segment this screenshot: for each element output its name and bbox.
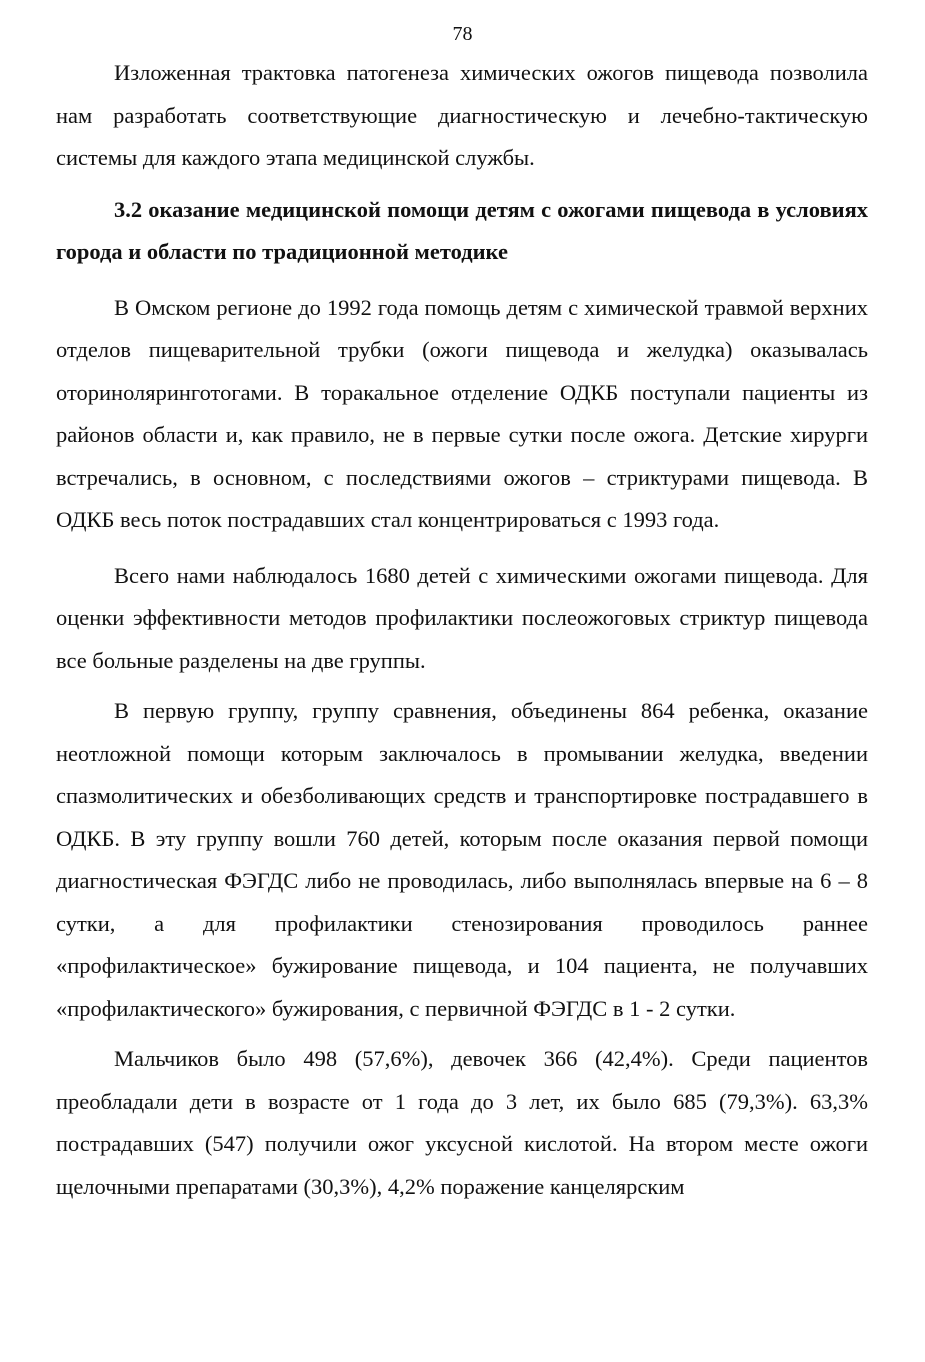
paragraph-omsk-region: В Омском регионе до 1992 года помощь детям с химической травмой верхних отделов пищеварительной трубки (ожоги пищевода и желудка) оказывалась оториноляринготогами. В торакальное отделение ОДКБ поступали пациенты из районов области и, как правило, не в первые сутки после ожога. Детские хирурги встречались, в основном, с последствиями ожогов – стриктурами пищевода. В ОДКБ весь поток пострадавших стал концентрироваться с 1993 года. (56, 294, 868, 532)
paragraph-intro: Изложенная трактовка патогенеза химических ожогов пищевода позволила нам разработать соответствующие диагностическую и лечебно-тактическую системы для каждого этапа медицинской службы. (56, 60, 868, 170)
paragraph-demographics: Мальчиков было 498 (57,6%), девочек 366 (42,4%). Среди пациентов преобладали дети в возрасте от 1 года до 3 лет, их было 685 (79,3%). 63,3% пострадавших (547) получили ожог уксусной кислотой. На втором месте ожоги щелочными препаратами (30,3%), 4,2% поражение канцелярским (56, 1046, 868, 1199)
section-heading: 3.2 оказание медицинской помощи детям с ожогами пищевода в условиях города и области по традиционной методике (56, 196, 868, 264)
paragraph-first-group: В первую группу, группу сравнения, объединены 864 ребенка, оказание неотложной помощи которым заключалось в промывании желудка, введении спазмолитических и обезболивающих средств и транспортировке пострадавшего в ОДКБ. В эту группу вошли 760 детей, которым после оказания первой помощи диагностическая ФЭГДС либо не проводилась, либо выполнялась впервые на 6 – 8 сутки, а для профилактики стенозирования проводилось раннее «профилактическое» бужирование пищевода, и 104 пациента, не получавших «профилактического» бужирования, с первичной ФЭГДС в 1 - 2 сутки. (56, 698, 868, 1021)
document-body (56, 52, 868, 1208)
paragraph-total-observed: Всего нами наблюдалось 1680 детей с химическими ожогами пищевода. Для оценки эффективности методов профилактики послеожоговых стриктур пищевода все больные разделены на две группы. (56, 562, 868, 673)
page-number: 78 (452, 23, 473, 45)
